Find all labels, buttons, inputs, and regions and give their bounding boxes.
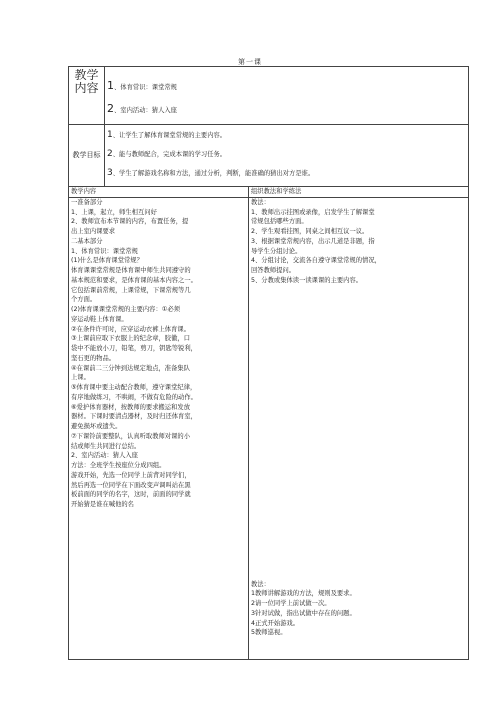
left-lines-line: ⑦下课铃前要整队，认真听取教师对课的小 [71,432,190,440]
left-content-cell [69,197,249,659]
left-lines-line: ②在条件许可时，应穿运动衣裤上体育课。 [71,325,190,333]
left-lines-line: (2)体育课课堂常规的主要内容：①必须 [71,306,181,314]
left-lines-line: 然后再选一位同学在下面改变声调叫站在黑 [71,481,191,489]
content-label: 教学内容 [69,67,105,125]
goal_items-item [107,167,466,181]
right-top-lines-line: 5、分教或集体读一读课课的主要内容。 [251,276,363,284]
right-top-lines-line: 2、学生观看挂图，同桌之间相互议一议。 [251,228,369,236]
right-top-lines-line: 导学生分组讨论。 [251,247,302,255]
left-lines-line: ③上课前应取下衣服上的纪念章，胶徽，口 [71,335,190,343]
right-bottom-lines-line: 5教师巡视。 [251,629,287,637]
left-lines-line: (1)什么是体育课堂常规？ [71,257,143,265]
left-lines-line: ⑤体育课中要主动配合教师，遵守课堂纪律， [71,384,197,392]
item-number: 3 [107,167,113,178]
right-top-lines-line: 教法： [251,198,270,206]
lesson-table [68,66,469,660]
page-title: 第一课 [238,58,262,66]
right-top-lines [251,198,466,286]
right-bottom-lines [251,580,467,639]
content_items-item [107,77,466,94]
left-lines-line: 有序地做练习，不哄闹，不做有危险的动作。 [71,393,197,401]
right-top-lines-line: 常规包括哪些方面。 [251,218,308,226]
left-lines-line: ⑥爱护体育器材，按教师的要求搬运和发放 [71,403,190,411]
right-top-lines-line: 4、分组讨论，交流各自遵守课堂常规的情况， [251,257,381,265]
goal_items-item [107,148,466,162]
item-text: 、让学生了解体育课堂常规的主要内容。 [112,132,227,139]
left-lines-line: 避免损坏或遗失。 [71,423,122,431]
item-text: 、能与教师配合，完成本课的学习任务。 [112,150,227,158]
left-lines-line: 方法：全班学生按座位分成四组。 [71,462,166,470]
right-bottom-lines-line: 3针对试做，指出试做中存在的问题。 [251,609,356,617]
left-lines-line: 器材。下课时要清点器材，及时归还体育室， [71,413,197,421]
right-top-lines-line: 3、根据课堂常规内容，出示几道是非题，指 [251,237,375,245]
left-lines-line: 结或师生共同进行总结。 [71,442,141,450]
left-lines-line: 1、体育常识：课堂常规 [71,247,138,255]
left-lines-line: 上课。 [71,374,90,382]
item-text: 、室内活动：猜人入座 [114,107,177,115]
left-lines-line: 基本规范和要求，是体育课的基本内容之一。 [71,276,197,284]
left-lines-line: 开始猜是谁在喊他的名 [71,501,134,509]
col-right-header: 组织教法和学练法 [249,186,469,197]
left-lines-line: 它包括课前常规，上课常规，下课常规等几 [71,286,191,294]
right-bottom-lines-line: 教法： [251,580,270,588]
left-lines-line: 二基本部分 [71,237,103,245]
left-lines-line: 2、教师宣布本节课的内容，布置任务，提 [71,218,189,226]
right-top-lines-line: 1、教师出示挂图或录像，启发学生了解课堂 [251,208,375,216]
item-number: 1 [107,130,113,140]
content-cell [105,67,469,125]
goal-items [107,125,466,181]
content-items [107,67,466,117]
content_items-item [107,100,466,117]
right-bottom-lines-line: 1教师讲解游戏的方法，规则及要求。 [251,590,356,598]
item-number: 2 [107,102,114,116]
left-lines-line: 游戏开始，先选一位同学上前背对同学们， [71,471,191,479]
right-bottom-lines-line: 4正式开始游戏。 [251,619,300,627]
left-lines-line: 一准备部分 [71,198,103,206]
item-number: 2 [107,148,113,159]
left-lines-line: 体育课课堂常规是体育课中师生共同遵守的 [71,267,191,275]
left-lines-line: 2、室内活动：猜人入座 [71,452,138,460]
left-lines-line: 出上室内课要求 [71,228,116,236]
item-number: 1 [107,79,114,92]
right-top-lines-line: 回答教师提问。 [251,267,296,275]
goal-cell [105,125,469,187]
item-text: 、学生了解游戏名称和方法，通过分析，判断，能准确的猜出对方是谁。 [112,169,315,177]
left-lines-line: 个方面。 [71,296,97,304]
right-bottom-lines-line: 2请一位同学上前试做一次。 [251,600,331,607]
left-lines [71,198,246,510]
left-lines-line: 板前面的同学的名字，这时，前面的同学就 [71,491,191,499]
left-lines-line: 袋中不能放小刀，铅笔，剪刀，钥匙等锐利， [71,345,197,353]
left-lines-line: 坚石更的物品。 [71,354,116,362]
goal-label: 教学目标 [69,125,105,187]
goal_items-item [107,129,466,143]
item-text: 、体育常识：课堂常规 [114,84,177,91]
left-lines-line: 穿运动鞋上体育课。 [71,315,128,323]
col-left-header: 教学内容 [69,186,249,197]
right-content-cell [249,197,469,659]
left-lines-line: 1、上课，起立，师生相互问好 [71,208,157,216]
left-lines-line: ④在课前二三分钟到达规定地点，准备集队 [71,364,190,372]
